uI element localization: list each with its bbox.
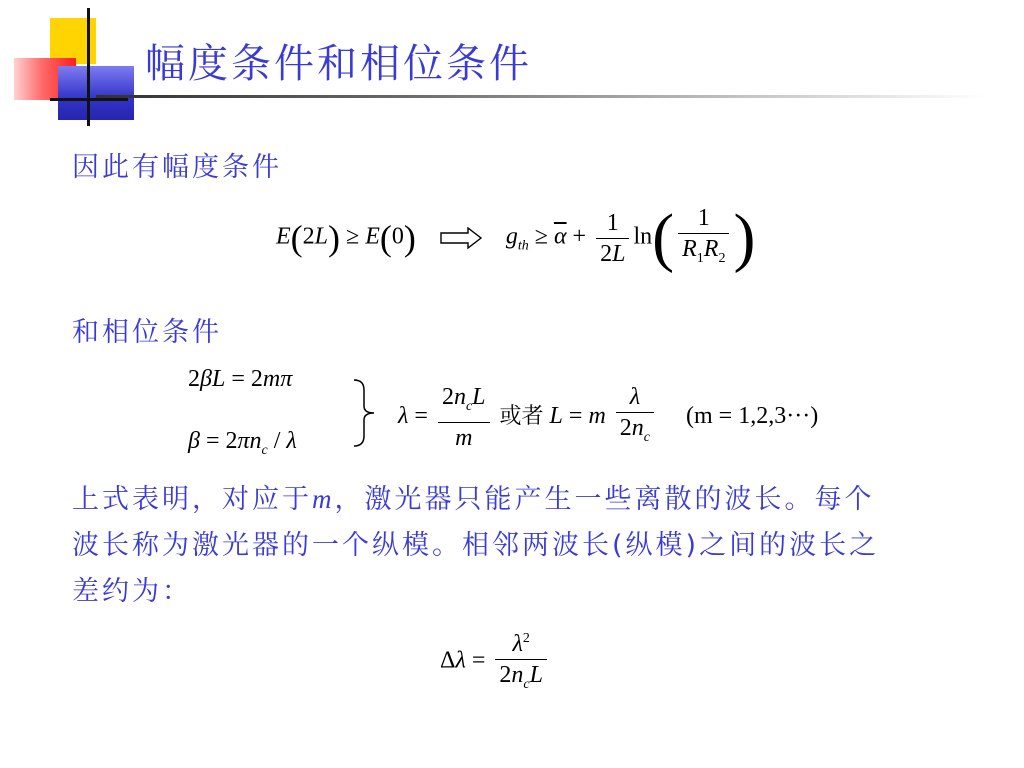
logo-blue-square: [58, 66, 134, 120]
amplitude-condition-intro: 因此有幅度条件: [72, 152, 282, 183]
brace-icon: [350, 378, 380, 448]
body-line-1: [72, 476, 879, 523]
logo-vertical-line: [87, 8, 90, 126]
phase-equation-2: $\beta = 2\pi n_c / \lambda$: [188, 428, 297, 458]
mode-spacing-formula: Δλ = $\frac{\lambda^2}{2n_cL}$: [440, 624, 551, 700]
phase-equation-1: 2βL = 2mπ: [188, 366, 293, 392]
body-variable-m: m: [312, 484, 335, 514]
body-line-1-part-a: 上式表明，对应于: [72, 484, 312, 515]
phase-condition-intro: 和相位条件: [72, 317, 222, 348]
conjunction-or: 或者: [499, 403, 544, 429]
slide-title: 幅度条件和相位条件: [145, 41, 532, 87]
body-line-1-part-b: ，激光器只能产生一些离散的波长。每个: [334, 484, 875, 515]
body-line-3: 差约为：: [72, 576, 192, 607]
implies-arrow-icon: [440, 227, 482, 249]
logo-horizontal-line: [50, 98, 128, 101]
mode-index-range: (m = 1,2,3···): [686, 402, 819, 429]
wavelength-formula: λ = $\frac{2n_cL}{m}$ 或者 L = m $\frac{\lambda}{2n_c}$ (m = 1,2,3···): [398, 384, 819, 451]
title-underline: [96, 95, 986, 98]
body-line-2: 波长称为激光器的一个纵模。相邻两波长(纵模)之间的波长之: [72, 530, 880, 561]
amplitude-condition-formula: E(2L) ≥ E(0) $g_{th} \ge \overline{\alpha}$ + $\frac{1}{2L}$ ln( $\frac{1}{R_1R_2}$ ): [276, 201, 756, 274]
body-paragraph: [72, 476, 879, 615]
